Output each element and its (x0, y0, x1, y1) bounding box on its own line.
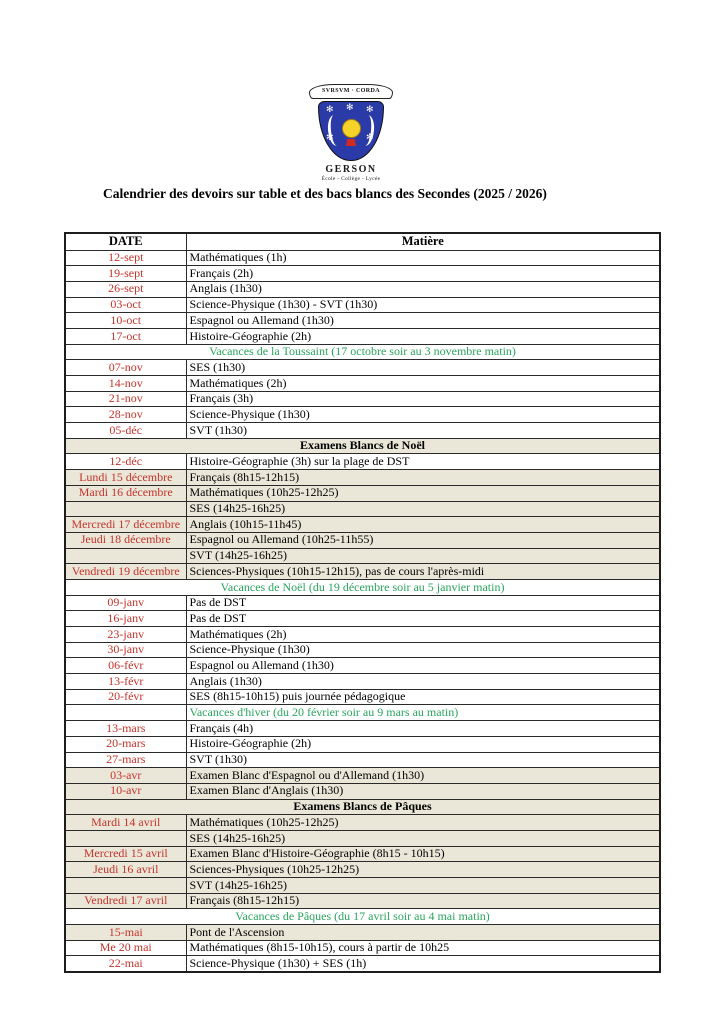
date-cell: 20-mars (65, 736, 186, 752)
date-cell: 26-sept (65, 281, 186, 297)
table-row (65, 407, 660, 423)
table-row (65, 548, 660, 564)
subject-cell: Français (8h15-12h15) (186, 893, 660, 909)
table-row (65, 909, 660, 925)
table-row (65, 391, 660, 407)
date-cell: 28-nov (65, 407, 186, 423)
table-row (65, 579, 660, 595)
table-row (65, 846, 660, 862)
table-row (65, 266, 660, 282)
crest-shield (318, 101, 384, 161)
date-cell: Mardi 14 avril (65, 815, 186, 831)
table-row (65, 328, 660, 344)
subject-cell: Anglais (1h30) (186, 281, 660, 297)
table-row (65, 376, 660, 392)
date-cell: 27-mars (65, 752, 186, 768)
date-cell: 17-oct (65, 328, 186, 344)
table-row (65, 940, 660, 956)
date-cell (65, 878, 186, 894)
table-row (65, 752, 660, 768)
table-row (65, 454, 660, 470)
subject-cell: Espagnol ou Allemand (1h30) (186, 658, 660, 674)
date-cell: 03-avr (65, 768, 186, 784)
subject-cell: Pont de l'Ascension (186, 925, 660, 941)
subject-cell: Science-Physique (1h30) (186, 407, 660, 423)
date-cell: 09-janv (65, 595, 186, 611)
date-cell (65, 830, 186, 846)
table-row (65, 689, 660, 705)
section-header-cell: Examens Blancs de Noël (65, 438, 660, 454)
date-cell: 19-sept (65, 266, 186, 282)
date-cell (65, 548, 186, 564)
date-cell: 12-déc (65, 454, 186, 470)
flower-icon: ✻ (326, 132, 334, 142)
date-cell: Lundi 15 décembre (65, 470, 186, 486)
subject-cell: Science-Physique (1h30) (186, 642, 660, 658)
date-cell: 13-mars (65, 721, 186, 737)
subject-cell: Science-Physique (1h30) - SVT (1h30) (186, 297, 660, 313)
date-cell: 30-janv (65, 642, 186, 658)
table-row (65, 799, 660, 815)
table-row (65, 532, 660, 548)
flower-icon: ✻ (366, 132, 374, 142)
date-cell: 07-nov (65, 360, 186, 376)
date-cell: Vendredi 17 avril (65, 893, 186, 909)
table-row (65, 925, 660, 941)
subject-cell: Sciences-Physiques (10h15-12h15), pas de cours l'après-midi (186, 564, 660, 580)
table-row (65, 783, 660, 799)
date-cell: Vendredi 19 décembre (65, 564, 186, 580)
date-cell: 16-janv (65, 611, 186, 627)
date-cell: 06-févr (65, 658, 186, 674)
school-crest (303, 84, 399, 182)
date-cell: 20-févr (65, 689, 186, 705)
subject-cell: Pas de DST (186, 595, 660, 611)
table-row (65, 862, 660, 878)
date-cell: Jeudi 16 avril (65, 862, 186, 878)
date-cell: Mardi 16 décembre (65, 485, 186, 501)
calendar-table (64, 232, 661, 973)
table-row (65, 281, 660, 297)
date-cell: 23-janv (65, 627, 186, 643)
subject-cell: SVT (1h30) (186, 423, 660, 439)
calendar-table-container (64, 232, 661, 973)
subject-cell: Espagnol ou Allemand (1h30) (186, 313, 660, 329)
subject-cell: Français (8h15-12h15) (186, 470, 660, 486)
subject-cell: SVT (14h25-16h25) (186, 548, 660, 564)
table-row (65, 297, 660, 313)
table-row (65, 470, 660, 486)
subject-cell: Histoire-Géographie (2h) (186, 328, 660, 344)
date-cell: 13-févr (65, 674, 186, 690)
table-row (65, 830, 660, 846)
date-cell: Me 20 mai (65, 940, 186, 956)
table-row (65, 611, 660, 627)
table-row (65, 658, 660, 674)
table-row (65, 705, 660, 721)
subject-cell: Science-Physique (1h30) + SES (1h) (186, 956, 660, 972)
flower-icon: ✻ (366, 104, 374, 114)
page-title: Calendrier des devoirs sur table et des bacs blancs des Secondes (2025 / 2026) (103, 186, 547, 201)
subject-cell: Français (2h) (186, 266, 660, 282)
subject-cell: Français (4h) (186, 721, 660, 737)
table-row (65, 438, 660, 454)
date-cell (65, 705, 186, 721)
table-row (65, 517, 660, 533)
subject-cell: SVT (14h25-16h25) (186, 878, 660, 894)
date-cell: 10-avr (65, 783, 186, 799)
table-row (65, 360, 660, 376)
subject-cell: Examen Blanc d'Histoire-Géographie (8h15 - 10h15) (186, 846, 660, 862)
flower-icon: ✻ (346, 102, 354, 112)
subject-cell: Histoire-Géographie (3h) sur la plage de DST (186, 454, 660, 470)
date-cell: 10-oct (65, 313, 186, 329)
subject-cell: Espagnol ou Allemand (10h25-11h55) (186, 532, 660, 548)
table-row (65, 344, 660, 360)
torch-icon (346, 139, 356, 146)
subject-cell: Histoire-Géographie (2h) (186, 736, 660, 752)
date-cell: 14-nov (65, 376, 186, 392)
date-cell: 12-sept (65, 250, 186, 266)
subject-cell: Mathématiques (2h) (186, 627, 660, 643)
table-row (65, 564, 660, 580)
subject-cell: Anglais (1h30) (186, 674, 660, 690)
subject-cell: Français (3h) (186, 391, 660, 407)
subject-cell: Pas de DST (186, 611, 660, 627)
subject-cell: SES (14h25-16h25) (186, 501, 660, 517)
subject-cell: SES (1h30) (186, 360, 660, 376)
vacation-cell: Vacances de Noël (du 19 décembre soir au 5 janvier matin) (65, 579, 660, 595)
subject-cell: Mathématiques (10h25-12h25) (186, 485, 660, 501)
table-row (65, 250, 660, 266)
crest-motto-banner (309, 84, 393, 99)
school-name: GERSON (325, 164, 377, 175)
subject-cell: Examen Blanc d'Anglais (1h30) (186, 783, 660, 799)
subject-cell: Mathématiques (8h15-10h15), cours à partir de 10h25 (186, 940, 660, 956)
calendar-table-body (65, 250, 660, 972)
table-row (65, 815, 660, 831)
school-subtitle: École - Collège - Lycée (321, 176, 381, 182)
table-row (65, 893, 660, 909)
date-cell: 22-mai (65, 956, 186, 972)
date-cell: Jeudi 18 décembre (65, 532, 186, 548)
table-row (65, 627, 660, 643)
sun-icon (342, 119, 361, 138)
table-row (65, 956, 660, 972)
flower-icon: ✻ (326, 104, 334, 114)
subject-cell: Mathématiques (10h25-12h25) (186, 815, 660, 831)
subject-cell: Examen Blanc d'Espagnol ou d'Allemand (1h30) (186, 768, 660, 784)
table-row (65, 423, 660, 439)
table-row (65, 485, 660, 501)
date-cell (65, 501, 186, 517)
date-column-header: DATE (65, 233, 186, 250)
date-cell: Mercredi 17 décembre (65, 517, 186, 533)
date-cell: 15-mai (65, 925, 186, 941)
crest-motto: SVRSVM · CORDA (322, 88, 380, 94)
subject-cell: Sciences-Physiques (10h25-12h25) (186, 862, 660, 878)
table-row (65, 501, 660, 517)
subject-cell: Anglais (10h15-11h45) (186, 517, 660, 533)
subject-cell: SES (14h25-16h25) (186, 830, 660, 846)
table-row (65, 674, 660, 690)
vacation-cell: Vacances de la Toussaint (17 octobre soir au 3 novembre matin) (65, 344, 660, 360)
date-cell: 03-oct (65, 297, 186, 313)
table-row (65, 313, 660, 329)
date-cell: Mercredi 15 avril (65, 846, 186, 862)
table-header-row (65, 233, 660, 250)
table-row (65, 642, 660, 658)
table-row (65, 878, 660, 894)
subject-cell: Mathématiques (2h) (186, 376, 660, 392)
table-row (65, 595, 660, 611)
table-row (65, 736, 660, 752)
subject-cell: SVT (1h30) (186, 752, 660, 768)
date-cell: 05-déc (65, 423, 186, 439)
subject-cell: Mathématiques (1h) (186, 250, 660, 266)
vacation-label-cell: Vacances d'hiver (du 20 février soir au 9 mars au matin) (186, 705, 660, 721)
vacation-cell: Vacances de Pâques (du 17 avril soir au 4 mai matin) (65, 909, 660, 925)
subject-cell: SES (8h15-10h15) puis journée pédagogique (186, 689, 660, 705)
section-header-cell: Examens Blancs de Pâques (65, 799, 660, 815)
table-row (65, 768, 660, 784)
table-row (65, 721, 660, 737)
date-cell: 21-nov (65, 391, 186, 407)
subject-column-header: Matière (186, 233, 660, 250)
